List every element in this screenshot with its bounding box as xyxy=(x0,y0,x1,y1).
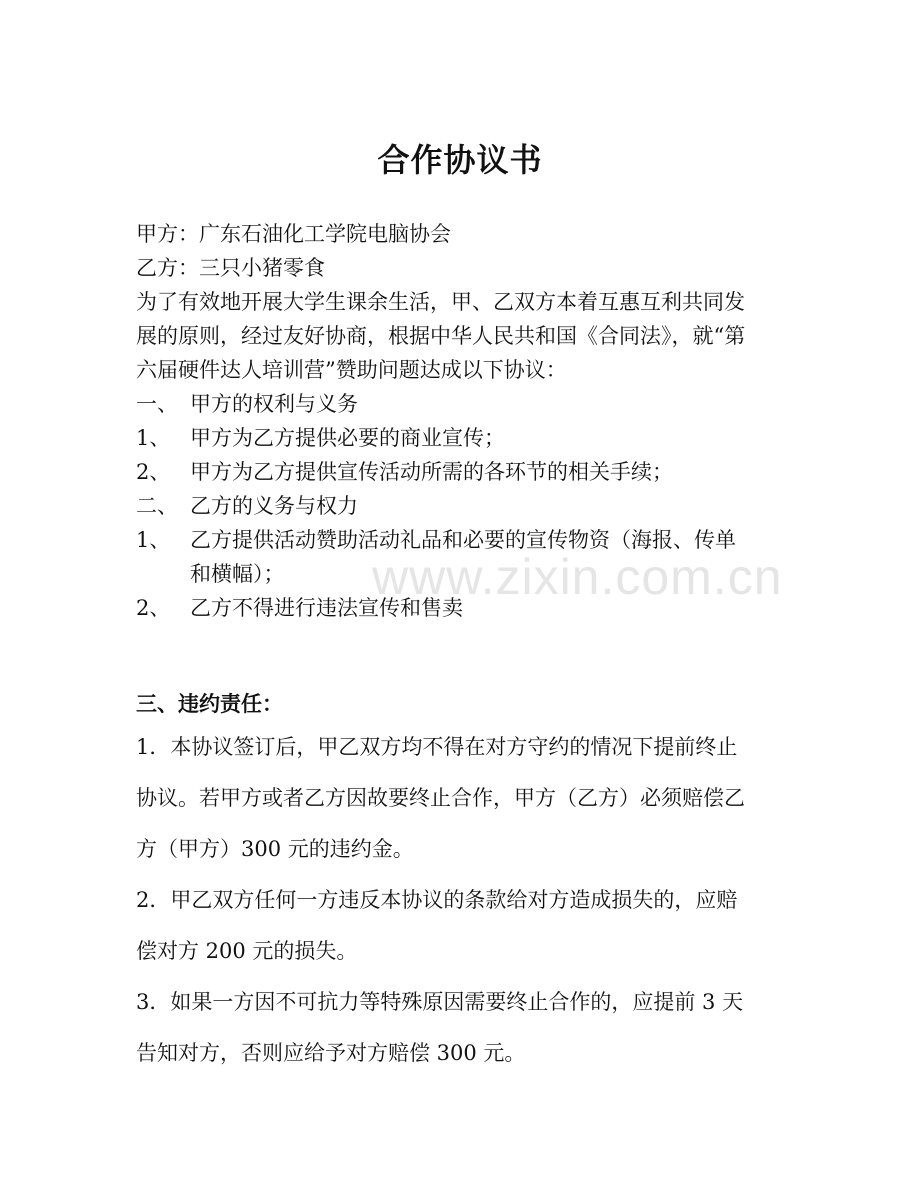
party-a-line: 甲方：广东石油化工学院电脑协会 xyxy=(136,222,451,246)
clause-line: 协议。若甲方或者乙方因故要终止合作，甲方（乙方）必须赔偿乙 xyxy=(136,786,745,810)
section2-title: 乙方的义务与权力 xyxy=(190,494,358,518)
section1-item xyxy=(136,423,788,454)
section1-number: 一、 xyxy=(136,392,178,416)
item-text: 甲方为乙方提供必要的商业宣传； xyxy=(190,426,505,450)
item-number: 1、 xyxy=(136,426,171,450)
clause-line: 3．如果一方因不可抗力等特殊原因需要终止合作的，应提前 3 天 xyxy=(136,990,744,1014)
preamble-line-3: 六届硬件达人培训营”赞助问题达成以下协议： xyxy=(136,358,567,382)
item-text: 乙方不得进行违法宣传和售卖 xyxy=(190,596,463,620)
party-b-line: 乙方：三只小猪零食 xyxy=(136,256,325,280)
breach-clause-2 xyxy=(136,875,788,977)
preamble-line-2: 展的原则，经过友好协商，根据中华人民共和国《合同法》，就“第 xyxy=(136,324,746,348)
clause-line: 告知对方，否则应给予对方赔偿 300 元。 xyxy=(136,1041,526,1065)
item-text: 甲方为乙方提供宣传活动所需的各环节的相关手续； xyxy=(190,460,673,484)
clause-line: 方（甲方）300 元的违约金。 xyxy=(136,837,414,861)
watermark: www.zixin.com.cn xyxy=(372,549,783,605)
agreement-body xyxy=(136,219,788,624)
section2-item xyxy=(136,525,788,556)
clause-line: 1．本协议签订后，甲乙双方均不得在对方守约的情况下提前终止 xyxy=(136,735,738,759)
breach-clause-3 xyxy=(136,977,788,1079)
section1-title: 甲方的权利与义务 xyxy=(190,392,358,416)
document-title: 合作协议书 xyxy=(377,141,543,179)
item-text: 和横幅）； xyxy=(190,562,285,586)
section2-item-continuation xyxy=(136,559,788,590)
item-number: 1、 xyxy=(136,528,171,552)
clause-line: 偿对方 200 元的损失。 xyxy=(136,939,358,963)
section3-heading: 三、违约责任： xyxy=(136,691,283,716)
breach-section xyxy=(136,686,788,1079)
item-number: 2、 xyxy=(136,460,171,484)
section1-heading xyxy=(136,389,788,420)
item-text: 乙方提供活动赞助活动礼品和必要的宣传物资（海报、传单 xyxy=(190,528,736,552)
section1-item xyxy=(136,457,788,488)
clause-line: 2．甲乙双方任何一方违反本协议的条款给对方造成损失的，应赔 xyxy=(136,888,738,912)
section2-heading xyxy=(136,491,788,522)
section2-number: 二、 xyxy=(136,494,178,518)
section2-item xyxy=(136,593,788,624)
preamble-line-1: 为了有效地开展大学生课余生活，甲、乙双方本着互惠互利共同发 xyxy=(136,290,745,314)
breach-clause-1 xyxy=(136,722,788,875)
item-number: 2、 xyxy=(136,596,171,620)
